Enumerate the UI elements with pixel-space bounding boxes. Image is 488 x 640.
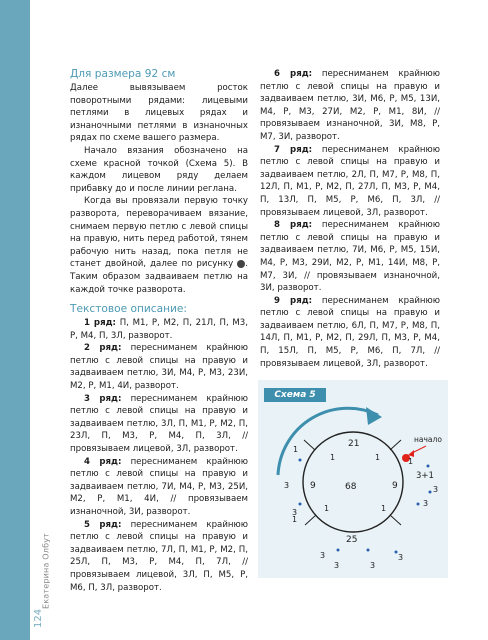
intro-paragraph: Далее вывязываем росток поворотными рядами: лицевыми петлями в лицевых рядах и изнаночными петлями в изнаночных рядах по схеме вашего размера. bbox=[70, 83, 248, 144]
row-instruction bbox=[260, 295, 440, 371]
row-number: 9 ряд: bbox=[274, 295, 313, 306]
right-column bbox=[260, 68, 440, 370]
turn-point-dot bbox=[429, 491, 432, 494]
one-label: 1 bbox=[330, 453, 336, 462]
bottom-stitch-count: 25 bbox=[346, 535, 358, 545]
row-instruction bbox=[70, 342, 248, 392]
row-number: 4 ряд: bbox=[84, 456, 122, 467]
three-label: 3 bbox=[292, 508, 298, 517]
three-label: 3 bbox=[320, 551, 326, 560]
author-name: Екатерина Олбут bbox=[41, 532, 51, 610]
row-text: пересниманем крайнюю петлю с левой спицы на правую и задваиваем петлю, 3И, М6, Р, М5, 13И, М4, Р, М3, 27И, М2, Р, М1, 8И, // провязываем изнаночной, 3И, М8, Р, М7, 3И, разворот. bbox=[260, 69, 441, 142]
row-instruction bbox=[260, 144, 440, 220]
start-paragraph: Начало вязания обозначено на схеме красной точкой (Схема 5). В каждом лицевом ряду делаем прибавку до и после линии реглана. bbox=[70, 145, 248, 194]
row-text: пересниманем крайнюю петлю с левой спицы на правую и задваиваем петлю, 7Л, П, М1, Р, М2, П, 25Л, П, М3, Р, М4, П, 7Л, // провязываем лицевой, 3Л, П, М5, Р, М6, П, 3Л, разворот. bbox=[70, 519, 248, 593]
turn-point-dot bbox=[427, 465, 430, 468]
row-text: пересниманем крайнюю петлю с левой спицы на правую и задваиваем петлю, 7И, М6, Р, М5, 15И, М4, Р, М3, 29И, М2, Р, М1, 14И, М8, Р, М7, 3И, // провязываем изнаночной, 3И, разворот. bbox=[260, 220, 441, 294]
turn-point-dot bbox=[299, 459, 302, 462]
book-page bbox=[30, 0, 488, 640]
one-label: 1 bbox=[324, 504, 330, 513]
left-column bbox=[70, 68, 256, 594]
row-instruction bbox=[70, 519, 248, 595]
turn-paragraph: Когда вы провязали первую точку разворота, переворачиваем вязание, снимаем первую петлю с левой спицы на правую, нить перед работой, тянем рабочую нить назад, пока петля не станет двойной, далее по рисунку 3. Таким образом задваиваем петлю на каждой точке разворота. bbox=[70, 196, 256, 295]
start-label: начало bbox=[414, 435, 442, 444]
schema-diagram bbox=[258, 380, 448, 578]
row-number: 2 ряд: bbox=[84, 343, 122, 354]
one-label: 1 bbox=[375, 453, 381, 462]
row-text: пересниманем крайнюю петлю с левой спицы на правую и задваиваем петлю, 3Л, П, М1, Р, М2, П, 23Л, П, М3, Р, М4, П, 3Л, // провязываем лицевой, 3Л, разворот. bbox=[70, 393, 248, 455]
three-label: 3 bbox=[284, 481, 290, 490]
one-label: 1 bbox=[408, 457, 414, 466]
turn-point-dot bbox=[337, 549, 340, 552]
page-sidebar bbox=[30, 0, 74, 640]
turn-paragraph-end: Таким образом задваиваем петлю на каждой точке разворота. bbox=[70, 271, 248, 295]
raglan-circle-diagram bbox=[258, 380, 448, 578]
one-label: 1 bbox=[293, 445, 299, 454]
row-text: П, М1, Р, М2, П, 21Л, П, М3, Р, М4, П, 3Л, разворот. bbox=[70, 318, 248, 341]
raglan-line bbox=[390, 515, 401, 525]
three-label: 3 bbox=[398, 553, 404, 562]
figure-reference-badge: 3 bbox=[237, 260, 245, 268]
turn-paragraph-text: Когда вы провязали первую точку разворота, переворачиваем вязание, снимаем первую петлю с левой спицы на правую, нить перед работой, тянем рабочую нить назад, пока петля не станет двойной, далее по рисунку bbox=[70, 196, 248, 270]
size-heading: Для размера 92 см bbox=[70, 68, 176, 80]
three-label: 3 bbox=[334, 561, 340, 570]
row-text: пересниманем крайнюю петлю с левой спицы на правую и задваиваем петлю, 3И, М4, Р, М3, 23И, М2, Р, М1, 4И, разворот. bbox=[70, 343, 248, 392]
row-text: пересниманем крайнюю петлю с левой спицы на правую и задваиваем петлю, 7И, М4, Р, М3, 25И, М2, Р, М1, 4И, // провязываем изнаночной, 3И, разворот. bbox=[70, 456, 248, 517]
direction-arc bbox=[278, 408, 381, 475]
text-description-heading: Текстовое описание: bbox=[70, 303, 187, 316]
one-label: 1 bbox=[292, 515, 298, 524]
direction-arrowhead bbox=[366, 407, 382, 425]
row-number: 5 ряд: bbox=[84, 519, 122, 530]
raglan-line bbox=[305, 515, 316, 525]
right-stitch-count: 9 bbox=[392, 481, 398, 491]
schema-title: Схема 5 bbox=[264, 388, 326, 402]
row-text: пересниманем крайнюю петлю с левой спицы на правую и задваиваем петлю, 2Л, П, М7, Р, М8, П, 12Л, П, М1, Р, М2, П, 27Л, П, М3, Р, М4, П, 13Л, П, М5, Р, М6, П, 3Л, // провязываем лицевой, 3Л, разворот. bbox=[260, 144, 441, 218]
row-number: 3 ряд: bbox=[84, 393, 122, 404]
row-instruction bbox=[70, 456, 248, 519]
row-instruction bbox=[70, 393, 248, 456]
three-label: 3 bbox=[370, 561, 376, 570]
row-number: 1 ряд: bbox=[84, 318, 116, 329]
top-stitch-count: 21 bbox=[348, 439, 360, 449]
raglan-line bbox=[390, 440, 401, 450]
row-text: пересниманем крайнюю петлю с левой спицы на правую и задваиваем петлю, 6Л, П, М7, Р, М8, П, 14Л, П, М1, Р, М2, П, 29Л, П, М3, Р, М4, П, 15Л, П, М5, Р, М6, П, 7Л, // провязываем лицевой, 3Л, разворот. bbox=[260, 295, 441, 369]
left-stitch-count: 9 bbox=[310, 481, 316, 491]
three-label: 3 bbox=[433, 485, 439, 494]
page-number: 124 bbox=[33, 608, 44, 628]
plus-increase-label: 3+1 bbox=[416, 471, 434, 481]
row-instruction bbox=[70, 317, 248, 342]
row-instruction bbox=[260, 68, 440, 144]
center-stitch-count: 68 bbox=[345, 482, 357, 492]
one-label: 1 bbox=[381, 504, 387, 513]
row-number: 8 ряд: bbox=[274, 220, 313, 231]
turn-point-dot bbox=[367, 549, 370, 552]
three-label: 3 bbox=[423, 499, 429, 508]
row-number: 6 ряд: bbox=[274, 69, 313, 79]
row-instruction bbox=[260, 219, 440, 295]
turn-point-dot bbox=[417, 503, 420, 506]
turn-point-dot bbox=[299, 503, 302, 506]
row-number: 7 ряд: bbox=[274, 144, 313, 155]
raglan-line bbox=[304, 440, 315, 450]
